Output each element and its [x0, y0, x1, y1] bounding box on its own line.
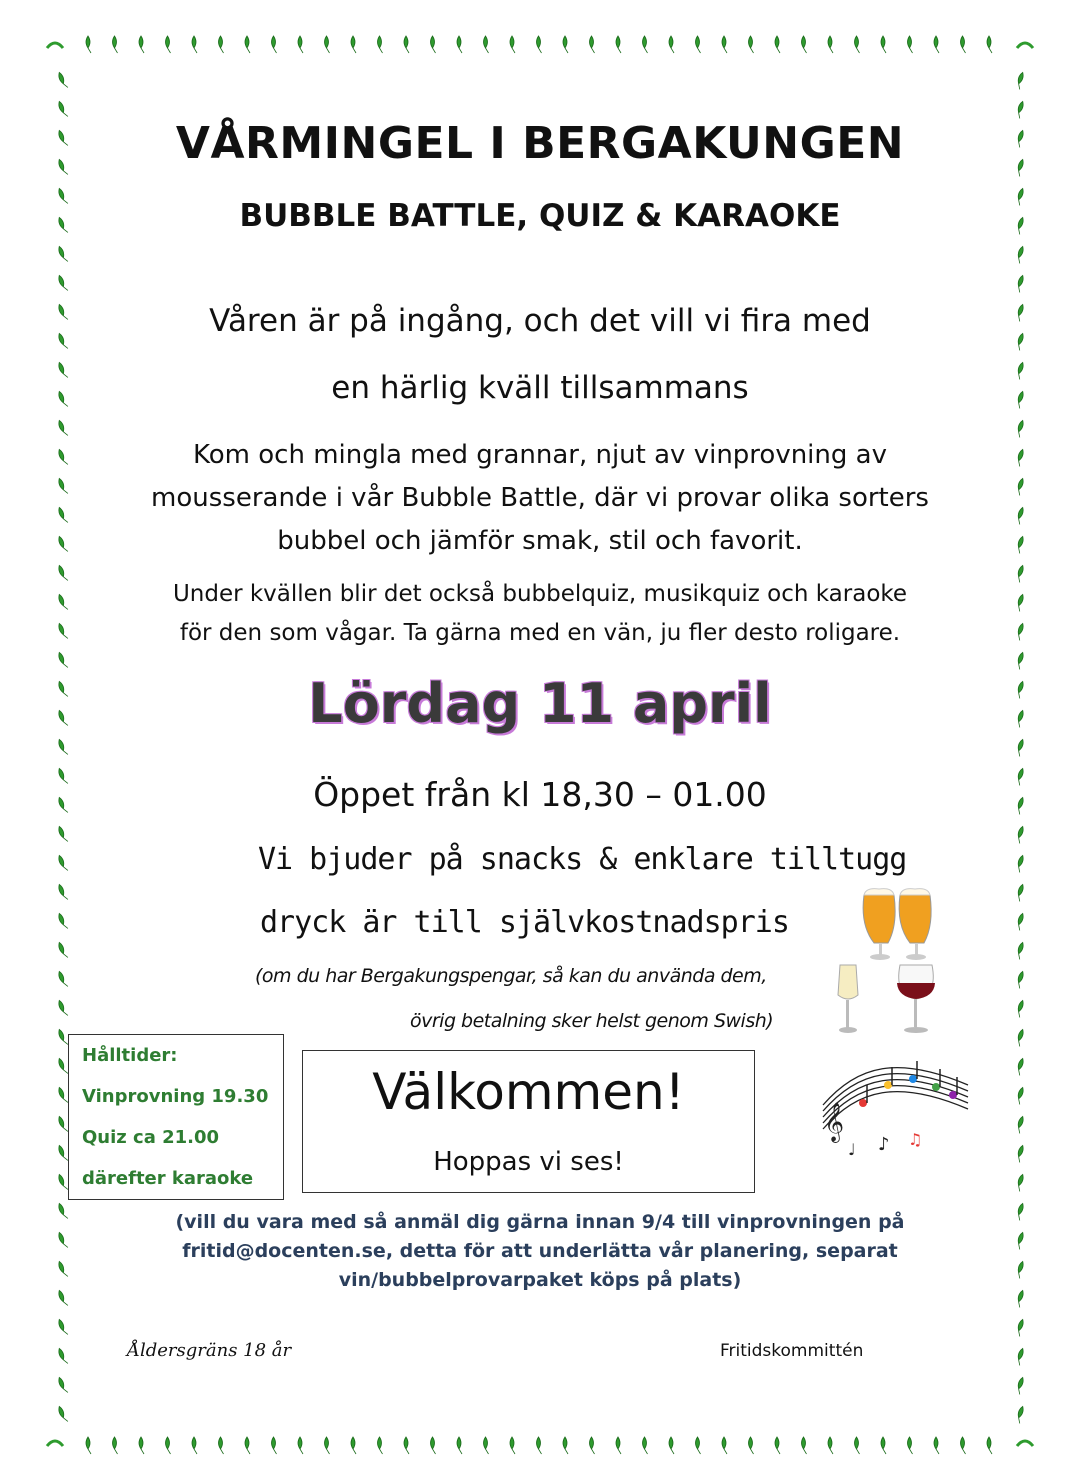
vine-leaf: [57, 71, 68, 89]
vine-leaf: [1015, 1029, 1026, 1047]
vine-leaf: [1015, 1087, 1026, 1105]
vine-leaf: [669, 1437, 674, 1454]
signup-line: fritid@docenten.se, detta för att underlätta vår planering, separat: [182, 1240, 898, 1262]
schedule-item: Vinprovning 19.30: [82, 1086, 269, 1107]
intro-line-1: Våren är på ingång, och det vill vi fira med: [209, 303, 871, 339]
svg-text:♪: ♪: [878, 1134, 890, 1155]
vine-leaf: [802, 1437, 807, 1454]
vine-leaf: [1015, 826, 1026, 844]
vine-leaf: [590, 1437, 595, 1454]
vine-corner: [47, 1441, 63, 1446]
signup-note: [0, 1208, 1080, 1295]
poster-subtitle: BUBBLE BATTLE, QUIZ & KARAOKE: [239, 198, 841, 234]
schedule-box: [68, 1034, 284, 1200]
vine-leaf: [378, 36, 383, 53]
vine-leaf: [298, 36, 303, 53]
vine-leaf: [57, 854, 68, 872]
vine-leaf: [298, 1437, 303, 1454]
vine-leaf: [616, 1437, 621, 1454]
poster-title: VÅRMINGEL I BERGAKUNGEN: [175, 118, 905, 169]
vine-leaf: [1015, 942, 1026, 960]
vine-leaf: [1015, 275, 1026, 293]
signup-line: vin/bubbelprovarpaket köps på plats): [338, 1269, 742, 1291]
vine-leaf: [57, 245, 68, 263]
schedule-item: därefter karaoke: [82, 1168, 254, 1189]
payment-note-line-1: (om du har Bergakungspengar, så kan du använda dem,: [255, 965, 767, 987]
vine-leaf: [961, 1437, 966, 1454]
vine-leaf: [57, 1028, 68, 1046]
vine-leaf: [749, 36, 754, 53]
vine-leaf: [881, 36, 886, 53]
vine-leaf: [643, 1437, 648, 1454]
snacks-text: Vi bjuder på snacks & enklare tilltugg: [258, 842, 907, 877]
vine-leaf: [1015, 913, 1026, 931]
vine-leaf: [696, 1437, 701, 1454]
vine-leaf: [192, 1437, 197, 1454]
vine-corner: [47, 43, 63, 48]
vine-leaf: [113, 36, 118, 53]
vine-leaf: [57, 1318, 68, 1336]
vine-leaf: [404, 1437, 409, 1454]
vine-leaf: [57, 100, 68, 118]
activities-paragraph: [0, 575, 1080, 653]
vine-leaf: [113, 1437, 118, 1454]
vine-leaf: [1015, 101, 1026, 119]
vine-leaf: [616, 36, 621, 53]
vine-leaf: [749, 1437, 754, 1454]
vine-leaf: [166, 1437, 171, 1454]
vine-leaf: [908, 36, 913, 53]
vine-leaf: [57, 883, 68, 901]
organizer-name: Fritidskommittén: [720, 1341, 864, 1361]
vine-leaf: [57, 1173, 68, 1191]
vine-leaf: [57, 1115, 68, 1133]
vine-leaf: [57, 970, 68, 988]
vine-leaf: [961, 36, 966, 53]
vine-corner: [1017, 43, 1033, 48]
vine-leaf: [881, 1437, 886, 1454]
see-you-text: Hoppas vi ses!: [433, 1147, 624, 1177]
vine-leaf: [219, 36, 224, 53]
vine-leaf: [934, 36, 939, 53]
vine-leaf: [802, 36, 807, 53]
vine-leaf: [245, 36, 250, 53]
vine-leaf: [57, 1347, 68, 1365]
vine-leaf: [643, 36, 648, 53]
vine-leaf: [563, 36, 568, 53]
vine-leaf: [57, 1144, 68, 1162]
vine-leaf: [139, 1437, 144, 1454]
vine-leaf: [57, 825, 68, 843]
vine-leaf: [86, 1437, 91, 1454]
age-limit: Åldersgräns 18 år: [127, 1340, 292, 1361]
drink-glasses-icon: [828, 885, 953, 1035]
vine-leaf: [57, 738, 68, 756]
vine-leaf: [1015, 1348, 1026, 1366]
vine-leaf: [325, 36, 330, 53]
svg-text:♩: ♩: [848, 1140, 856, 1159]
vine-leaf: [722, 1437, 727, 1454]
vine-leaf: [828, 36, 833, 53]
vine-leaf: [57, 1376, 68, 1394]
vine-leaf: [537, 36, 542, 53]
vine-leaf: [1015, 1406, 1026, 1424]
vine-leaf: [57, 912, 68, 930]
vine-leaf: [1015, 855, 1026, 873]
vine-leaf: [1015, 1319, 1026, 1337]
vine-leaf: [934, 1437, 939, 1454]
vine-leaf: [272, 36, 277, 53]
activities-line: Under kvällen blir det också bubbelquiz, musikquiz och karaoke: [172, 581, 908, 607]
vine-leaf: [1015, 1116, 1026, 1134]
vine-leaf: [1015, 1174, 1026, 1192]
vine-leaf: [484, 1437, 489, 1454]
signup-line: (vill du vara med så anmäl dig gärna innan 9/4 till vinprovningen på: [175, 1211, 905, 1233]
vine-leaf: [987, 36, 992, 53]
vine-leaf: [484, 36, 489, 53]
vine-leaf: [351, 1437, 356, 1454]
description-line: bubbel och jämför smak, stil och favorit.: [277, 526, 803, 556]
vine-leaf: [1015, 1058, 1026, 1076]
description-paragraph: [0, 434, 1080, 563]
vine-leaf: [166, 36, 171, 53]
vine-leaf: [537, 1437, 542, 1454]
vine-leaf: [908, 1437, 913, 1454]
vine-leaf: [1015, 72, 1026, 90]
vine-leaf: [457, 36, 462, 53]
schedule-heading: Hålltider:: [82, 1045, 178, 1066]
schedule-item: Quiz ca 21.00: [82, 1127, 220, 1148]
description-line: Kom och mingla med grannar, njut av vinprovning av: [193, 440, 887, 470]
vine-corner: [1017, 1441, 1033, 1446]
vine-leaf: [1015, 246, 1026, 264]
activities-line: för den som vågar. Ta gärna med en vän, ju fler desto roligare.: [179, 620, 901, 646]
payment-note-line-2: övrig betalning sker helst genom Swish): [410, 1010, 774, 1032]
vine-leaf: [1015, 652, 1026, 670]
vine-leaf: [139, 36, 144, 53]
event-date: Lördag 11 april: [308, 672, 772, 735]
drinks-text: dryck är till självkostnadspris: [260, 905, 789, 940]
vine-leaf: [378, 1437, 383, 1454]
vine-leaf: [57, 651, 68, 669]
vine-leaf: [245, 1437, 250, 1454]
vine-leaf: [855, 1437, 860, 1454]
vine-leaf: [987, 1437, 992, 1454]
vine-leaf: [563, 1437, 568, 1454]
vine-leaf: [351, 36, 356, 53]
vine-leaf: [431, 36, 436, 53]
vine-leaf: [57, 1086, 68, 1104]
vine-leaf: [431, 1437, 436, 1454]
vine-leaf: [272, 1437, 277, 1454]
welcome-box: [302, 1050, 755, 1193]
vine-leaf: [457, 1437, 462, 1454]
vine-leaf: [1015, 739, 1026, 757]
vine-leaf: [696, 36, 701, 53]
vine-leaf: [1015, 884, 1026, 902]
intro-line-2: en härlig kväll tillsammans: [331, 370, 749, 406]
vine-leaf: [510, 36, 515, 53]
vine-leaf: [590, 36, 595, 53]
vine-leaf: [775, 36, 780, 53]
vine-leaf: [57, 941, 68, 959]
vine-leaf: [192, 36, 197, 53]
vine-leaf: [510, 1437, 515, 1454]
description-line: mousserande i vår Bubble Battle, där vi provar olika sorters: [151, 483, 929, 513]
vine-leaf: [855, 36, 860, 53]
svg-text:𝄞: 𝄞: [824, 1102, 845, 1142]
vine-leaf: [219, 1437, 224, 1454]
opening-hours: Öppet från kl 18,30 – 01.00: [313, 775, 767, 814]
vine-leaf: [828, 1437, 833, 1454]
vine-leaf: [1015, 1000, 1026, 1018]
vine-leaf: [325, 1437, 330, 1454]
vine-leaf: [1015, 971, 1026, 989]
vine-leaf: [669, 36, 674, 53]
welcome-heading: Välkommen!: [372, 1063, 685, 1121]
vine-leaf: [57, 1057, 68, 1075]
vine-leaf: [57, 999, 68, 1017]
vine-leaf: [57, 274, 68, 292]
vine-leaf: [404, 36, 409, 53]
vine-leaf: [1015, 1377, 1026, 1395]
vine-leaf: [1015, 1145, 1026, 1163]
vine-leaf: [57, 1405, 68, 1423]
vine-leaf: [86, 36, 91, 53]
vine-leaf: [722, 36, 727, 53]
music-notes-icon: [818, 1045, 978, 1160]
svg-text:♫: ♫: [908, 1130, 923, 1149]
vine-leaf: [775, 1437, 780, 1454]
